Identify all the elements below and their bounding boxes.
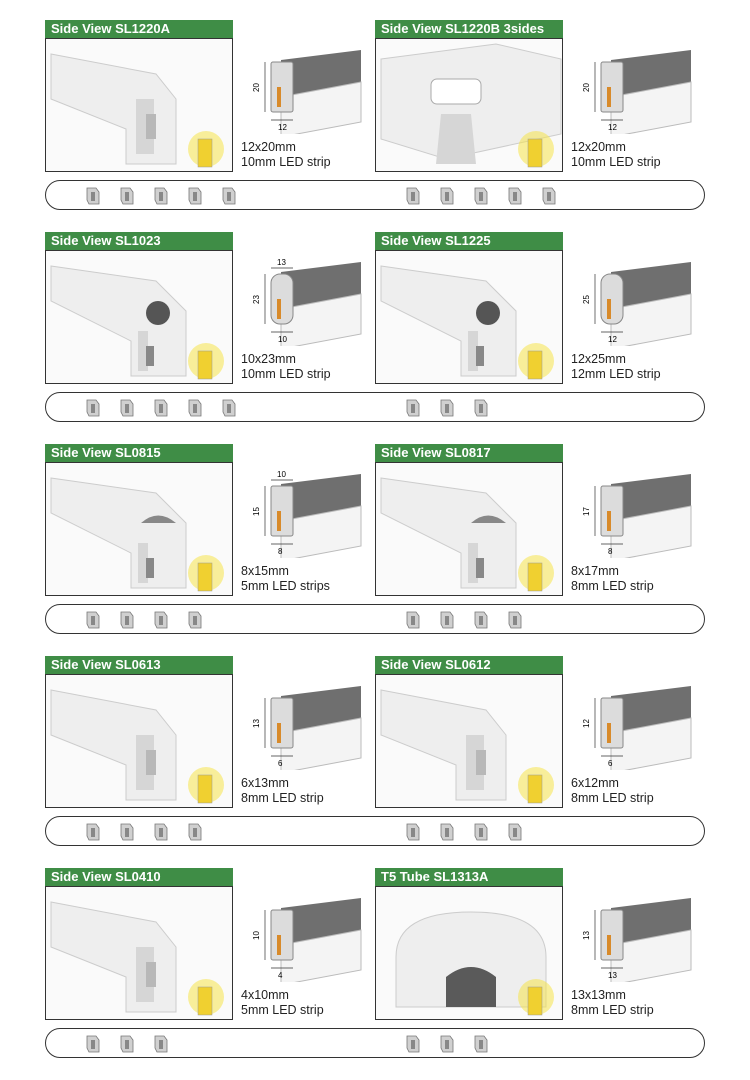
- spec-size: 6x13mm: [241, 776, 289, 790]
- accessory-clip-icon: [152, 186, 170, 206]
- accessory-clip-icon: [152, 1034, 170, 1054]
- spec-strip: 10mm LED strip: [241, 155, 331, 169]
- accessory-clip-icon: [438, 610, 456, 630]
- width-dim-label: 12: [608, 123, 617, 132]
- product-card: [375, 656, 705, 826]
- width-dim-label: 6: [278, 759, 283, 768]
- top-dim-label: 13: [277, 258, 286, 267]
- profile-shape: [51, 478, 186, 588]
- led-strip-mark: [277, 299, 281, 319]
- spec-size: 12x25mm: [571, 352, 626, 366]
- product-title: Side View SL1023: [45, 232, 233, 250]
- accessory-clip-icon: [472, 610, 490, 630]
- height-dim-label: 12: [582, 719, 591, 728]
- product-card: [45, 20, 375, 190]
- spec-size: 8x15mm: [241, 564, 289, 578]
- width-dim-label: 8: [608, 547, 613, 556]
- accessory-clip-icon: [404, 186, 422, 206]
- led-strip-mark: [607, 299, 611, 319]
- accessory-group: [404, 398, 490, 418]
- dimension-drawing: [241, 42, 371, 134]
- profile-cross-section: [271, 910, 293, 960]
- product-photo: [375, 38, 563, 172]
- spec-size: 12x20mm: [571, 140, 626, 154]
- product-photo: [45, 250, 233, 384]
- product-row: [0, 20, 750, 232]
- accessory-clip-icon: [84, 186, 102, 206]
- led-strip-mark: [277, 87, 281, 107]
- profile-shape: [381, 478, 516, 588]
- product-photo: [45, 674, 233, 808]
- accessory-clip-icon: [84, 1034, 102, 1054]
- spec-size: 10x23mm: [241, 352, 296, 366]
- accessory-clip-icon: [186, 822, 204, 842]
- accessories-bar: [45, 392, 705, 422]
- height-dim-label: 20: [252, 83, 261, 92]
- led-glow-icon: [518, 131, 554, 167]
- accessory-clip-icon: [404, 822, 422, 842]
- profile-cross-section: [601, 274, 623, 324]
- profile-cross-section: [271, 274, 293, 324]
- led-strip-mark: [607, 87, 611, 107]
- profile-cross-section: [601, 486, 623, 536]
- accessory-clip-icon: [540, 186, 558, 206]
- profile-cross-section: [601, 698, 623, 748]
- profile-cross-section: [271, 62, 293, 112]
- led-strip-mark: [277, 723, 281, 743]
- profile-shape: [51, 902, 176, 1012]
- spec-strip: 5mm LED strip: [241, 1003, 324, 1017]
- accessory-clip-icon: [118, 610, 136, 630]
- accessory-clip-icon: [438, 822, 456, 842]
- spec-strip: 8mm LED strip: [241, 791, 324, 805]
- width-dim-label: 6: [608, 759, 613, 768]
- product-photo: [375, 886, 563, 1020]
- product-title: T5 Tube SL1313A: [375, 868, 563, 886]
- accessory-group: [84, 610, 204, 630]
- product-spec: [241, 352, 331, 382]
- product-title: Side View SL1225: [375, 232, 563, 250]
- product-photo: [45, 462, 233, 596]
- spec-size: 4x10mm: [241, 988, 289, 1002]
- accessory-clip-icon: [404, 398, 422, 418]
- height-dim-label: 10: [252, 931, 261, 940]
- accessory-group: [84, 186, 238, 206]
- product-spec: [571, 776, 654, 806]
- accessory-clip-icon: [438, 1034, 456, 1054]
- spec-size: 6x12mm: [571, 776, 619, 790]
- profile-cross-section: [601, 62, 623, 112]
- product-title: Side View SL0612: [375, 656, 563, 674]
- led-glow-icon: [188, 555, 224, 591]
- top-dim-label: 10: [277, 470, 286, 479]
- accessory-clip-icon: [118, 186, 136, 206]
- led-glow-icon: [188, 343, 224, 379]
- product-photo: [375, 462, 563, 596]
- profile-shape: [51, 266, 186, 376]
- product-spec: [241, 140, 331, 170]
- width-dim-label: 10: [278, 335, 287, 344]
- accessory-clip-icon: [118, 398, 136, 418]
- accessory-clip-icon: [404, 610, 422, 630]
- width-dim-label: 12: [278, 123, 287, 132]
- product-photo: [375, 674, 563, 808]
- product-card: [375, 444, 705, 614]
- accessories-bar: [45, 604, 705, 634]
- product-photo: [375, 250, 563, 384]
- height-dim-label: 13: [582, 931, 591, 940]
- accessory-clip-icon: [118, 822, 136, 842]
- dimension-drawing: [241, 254, 371, 346]
- accessory-clip-icon: [186, 610, 204, 630]
- product-card: [375, 868, 705, 1038]
- width-dim-label: 8: [278, 547, 283, 556]
- accessory-clip-icon: [472, 822, 490, 842]
- product-photo: [45, 886, 233, 1020]
- accessory-clip-icon: [84, 610, 102, 630]
- height-dim-label: 25: [582, 295, 591, 304]
- width-dim-label: 4: [278, 971, 283, 980]
- profile-shape: [381, 266, 516, 376]
- spec-size: 8x17mm: [571, 564, 619, 578]
- product-spec: [241, 988, 324, 1018]
- height-dim-label: 23: [252, 295, 261, 304]
- accessory-clip-icon: [152, 610, 170, 630]
- dimension-drawing: [571, 254, 701, 346]
- led-strip-mark: [607, 511, 611, 531]
- accessory-clip-icon: [506, 610, 524, 630]
- led-glow-icon: [188, 767, 224, 803]
- led-glow-icon: [518, 343, 554, 379]
- width-dim-label: 13: [608, 971, 617, 980]
- spec-strip: 8mm LED strip: [571, 1003, 654, 1017]
- product-spec: [571, 140, 661, 170]
- product-card: [45, 444, 375, 614]
- dimension-drawing: [241, 466, 371, 558]
- height-dim-label: 20: [582, 83, 591, 92]
- accessories-bar: [45, 816, 705, 846]
- product-card: [45, 868, 375, 1038]
- accessory-clip-icon: [186, 186, 204, 206]
- profile-shape: [381, 690, 506, 800]
- spec-strip: 8mm LED strip: [571, 791, 654, 805]
- product-card: [375, 232, 705, 402]
- accessory-clip-icon: [472, 1034, 490, 1054]
- accessory-group: [404, 610, 524, 630]
- product-spec: [571, 988, 654, 1018]
- led-glow-icon: [518, 555, 554, 591]
- product-title: Side View SL0815: [45, 444, 233, 462]
- product-card: [45, 232, 375, 402]
- product-card: [45, 656, 375, 826]
- accessory-clip-icon: [506, 822, 524, 842]
- product-card: [375, 20, 705, 190]
- led-strip-mark: [277, 511, 281, 531]
- accessory-group: [404, 186, 558, 206]
- accessory-clip-icon: [438, 186, 456, 206]
- accessory-clip-icon: [84, 398, 102, 418]
- accessory-clip-icon: [152, 398, 170, 418]
- product-row: [0, 444, 750, 656]
- accessory-clip-icon: [438, 398, 456, 418]
- profile-shape: [51, 54, 176, 164]
- accessory-clip-icon: [404, 1034, 422, 1054]
- spec-strip: 8mm LED strip: [571, 579, 654, 593]
- product-title: Side View SL0613: [45, 656, 233, 674]
- profile-cross-section: [601, 910, 623, 960]
- accessory-group: [84, 822, 204, 842]
- accessory-group: [84, 398, 238, 418]
- width-dim-label: 12: [608, 335, 617, 344]
- spec-strip: 10mm LED strip: [571, 155, 661, 169]
- accessory-clip-icon: [506, 186, 524, 206]
- spec-size: 12x20mm: [241, 140, 296, 154]
- accessory-clip-icon: [84, 822, 102, 842]
- accessories-bar: [45, 1028, 705, 1058]
- product-row: [0, 656, 750, 868]
- product-row: [0, 868, 750, 1080]
- led-glow-icon: [188, 979, 224, 1015]
- spec-size: 13x13mm: [571, 988, 626, 1002]
- profile-cross-section: [271, 698, 293, 748]
- product-title: Side View SL1220B 3sides: [375, 20, 563, 38]
- led-strip-mark: [277, 935, 281, 955]
- led-glow-icon: [518, 767, 554, 803]
- product-photo: [45, 38, 233, 172]
- dimension-drawing: [241, 890, 371, 982]
- product-row: [0, 232, 750, 444]
- profile-cross-section: [271, 486, 293, 536]
- spec-strip: 5mm LED strips: [241, 579, 330, 593]
- accessory-clip-icon: [220, 186, 238, 206]
- accessory-clip-icon: [186, 398, 204, 418]
- accessory-group: [404, 1034, 490, 1054]
- led-glow-icon: [188, 131, 224, 167]
- accessory-clip-icon: [220, 398, 238, 418]
- accessory-group: [404, 822, 524, 842]
- accessory-clip-icon: [472, 398, 490, 418]
- dimension-drawing: [571, 678, 701, 770]
- product-title: Side View SL1220A: [45, 20, 233, 38]
- led-strip-mark: [607, 935, 611, 955]
- product-spec: [241, 776, 324, 806]
- led-strip-mark: [607, 723, 611, 743]
- accessory-group: [84, 1034, 170, 1054]
- height-dim-label: 15: [252, 507, 261, 516]
- dimension-drawing: [571, 466, 701, 558]
- height-dim-label: 13: [252, 719, 261, 728]
- spec-strip: 10mm LED strip: [241, 367, 331, 381]
- product-title: Side View SL0817: [375, 444, 563, 462]
- product-spec: [241, 564, 330, 594]
- accessory-clip-icon: [118, 1034, 136, 1054]
- dimension-drawing: [571, 42, 701, 134]
- product-title: Side View SL0410: [45, 868, 233, 886]
- led-glow-icon: [518, 979, 554, 1015]
- accessory-clip-icon: [472, 186, 490, 206]
- dimension-drawing: [241, 678, 371, 770]
- dimension-drawing: [571, 890, 701, 982]
- product-spec: [571, 352, 661, 382]
- accessories-bar: [45, 180, 705, 210]
- profile-shape: [51, 690, 176, 800]
- accessory-clip-icon: [152, 822, 170, 842]
- spec-strip: 12mm LED strip: [571, 367, 661, 381]
- product-spec: [571, 564, 654, 594]
- height-dim-label: 17: [582, 507, 591, 516]
